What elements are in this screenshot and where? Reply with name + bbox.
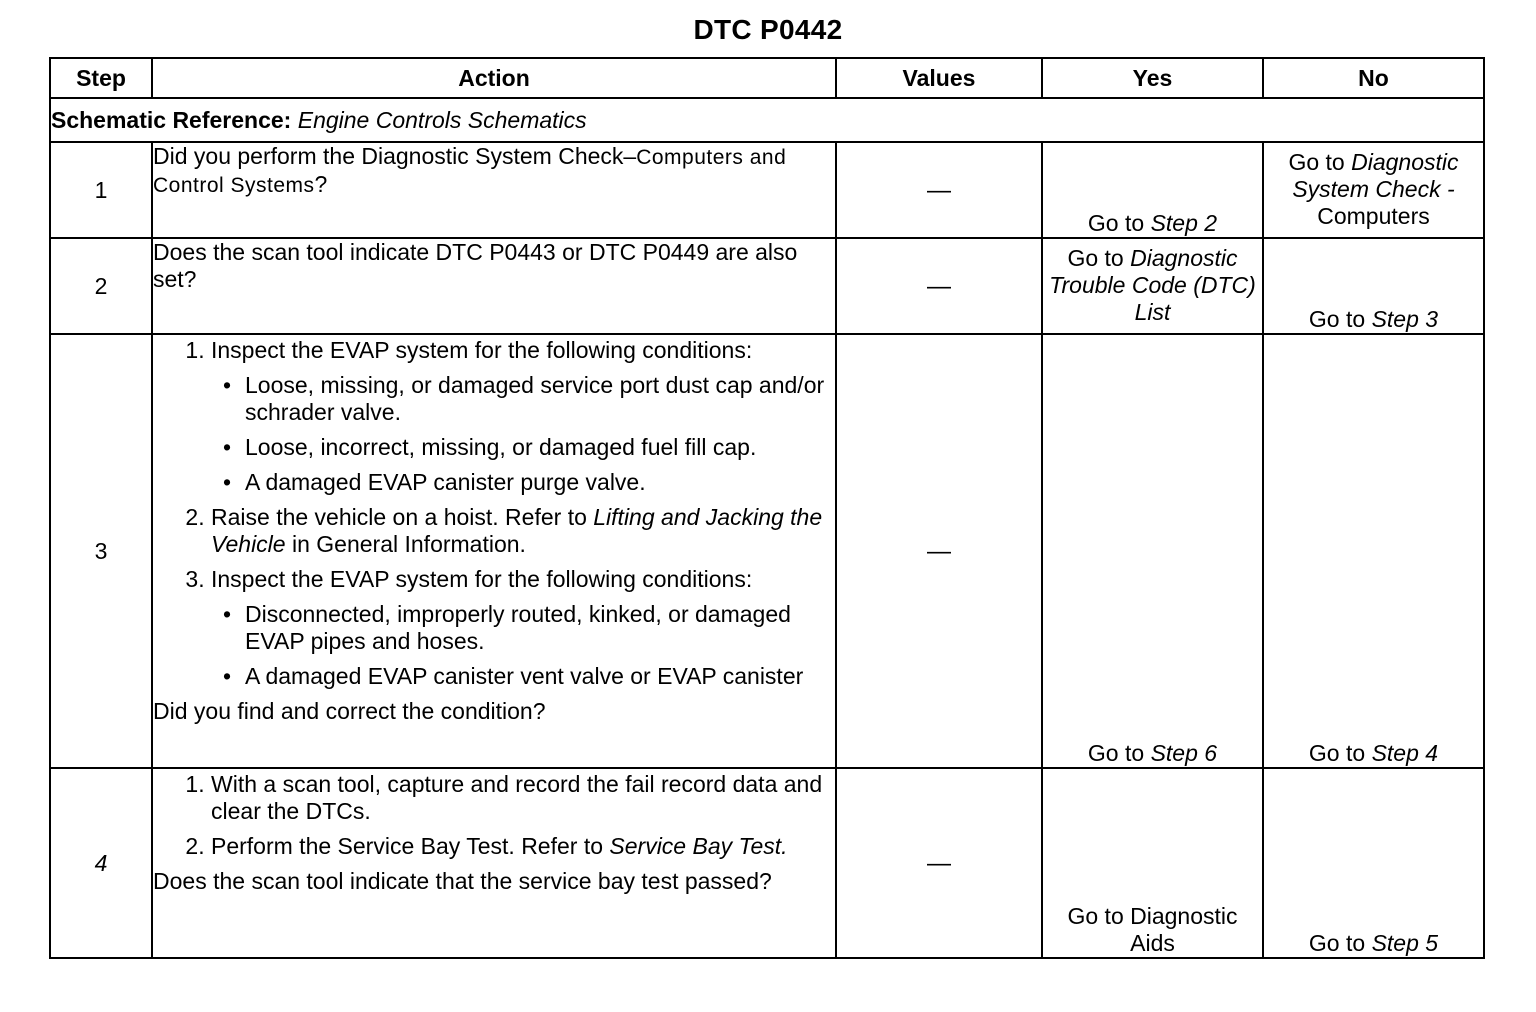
action-step-text: in General Information. [285,531,526,557]
value-cell: — [836,142,1042,238]
action-step [211,833,835,860]
action-step-text: Perform the Service Bay Test. Refer to [211,833,610,859]
header-step: Step [50,58,152,98]
no-text: Computers [1317,203,1430,229]
header-values: Values [836,58,1042,98]
value-cell: — [836,768,1042,958]
yes-text: Go to [1067,245,1131,271]
no-cell [1263,142,1484,238]
condition-item: • Disconnected, improperly routed, kinked, or damaged EVAP pipes and hoses. [245,601,835,655]
action-step: 1. With a scan tool, capture and record the fail record data and clear the DTCs. [211,771,835,825]
value-cell: — [836,334,1042,768]
action-question: Did you find and correct the condition? [153,698,546,724]
condition-item: • A damaged EVAP canister vent valve or EVAP canister [245,663,835,690]
action-step-text: Inspect the EVAP system for the following conditions: [211,566,753,592]
condition-item: • Loose, missing, or damaged service port dust cap and/or schrader valve. [245,372,835,426]
action-step [211,504,835,558]
yes-link[interactable]: Step 6 [1150,740,1218,766]
schematic-row [50,98,1484,142]
table-row [50,238,1484,334]
condition-list [211,372,835,496]
action-step-text: Raise the vehicle on a hoist. Refer to [211,504,594,530]
yes-text: Go to [1087,210,1151,236]
action-steps [153,337,835,690]
header-action: Action [152,58,836,98]
step-number: 4 [50,768,152,958]
no-text: Go to [1308,930,1372,956]
no-text: Go to [1308,740,1372,766]
no-cell [1263,768,1484,958]
reference-link[interactable]: Lifting and Jacking the Vehicle [211,504,823,557]
dtc-table [49,57,1485,959]
header-yes: Yes [1042,58,1263,98]
step-number: 3 [50,334,152,768]
no-text: Go to [1288,149,1352,175]
no-cell [1263,238,1484,334]
condition-item: • A damaged EVAP canister purge valve. [245,469,835,496]
action-question: Does the scan tool indicate that the service bay test passed? [153,868,772,894]
step-number: 1 [50,142,152,238]
yes-cell [1042,768,1263,958]
action-steps [153,771,835,860]
table-row [50,142,1484,238]
step-number: 2 [50,238,152,334]
yes-link[interactable]: Go to Diagnostic Aids [1067,903,1238,956]
schematic-link[interactable]: Engine Controls Schematics [297,106,587,133]
no-text: Go to [1308,306,1372,332]
yes-link[interactable]: Diagnostic Trouble Code (DTC) List [1049,245,1256,325]
no-link[interactable]: Step 5 [1371,930,1439,956]
action-cell [152,768,836,958]
condition-item: • Loose, incorrect, missing, or damaged fuel fill cap. [245,434,835,461]
header-row [50,58,1484,98]
yes-cell [1042,142,1263,238]
table-row [50,768,1484,958]
reference-link[interactable]: Service Bay Test. [609,833,788,859]
condition-list [211,601,835,690]
action-step [211,566,835,690]
no-cell [1263,334,1484,768]
schematic-label: Schematic Reference: [51,106,292,133]
yes-text: Go to [1087,740,1151,766]
yes-cell [1042,238,1263,334]
action-text: Computers and Control Systems [153,146,787,197]
action-cell [152,142,836,238]
yes-cell [1042,334,1263,768]
no-link[interactable]: Diagnostic System Check - [1292,149,1459,202]
action-step-text: Inspect the EVAP system for the following conditions: [211,337,753,363]
yes-link[interactable]: Step 2 [1150,210,1218,236]
action-text: ? [314,171,328,197]
action-step [211,337,835,496]
no-link[interactable]: Step 4 [1371,740,1439,766]
header-no: No [1263,58,1484,98]
value-cell: — [836,238,1042,334]
no-link[interactable]: Step 3 [1371,306,1439,332]
action-text: Did you perform the Diagnostic System Check– [153,143,637,169]
page-title: DTC P0442 [693,14,843,45]
action-cell [152,334,836,768]
action-cell: Does the scan tool indicate DTC P0443 or DTC P0449 are also set? [152,238,836,334]
table-row [50,334,1484,768]
schematic-reference [50,98,1484,142]
